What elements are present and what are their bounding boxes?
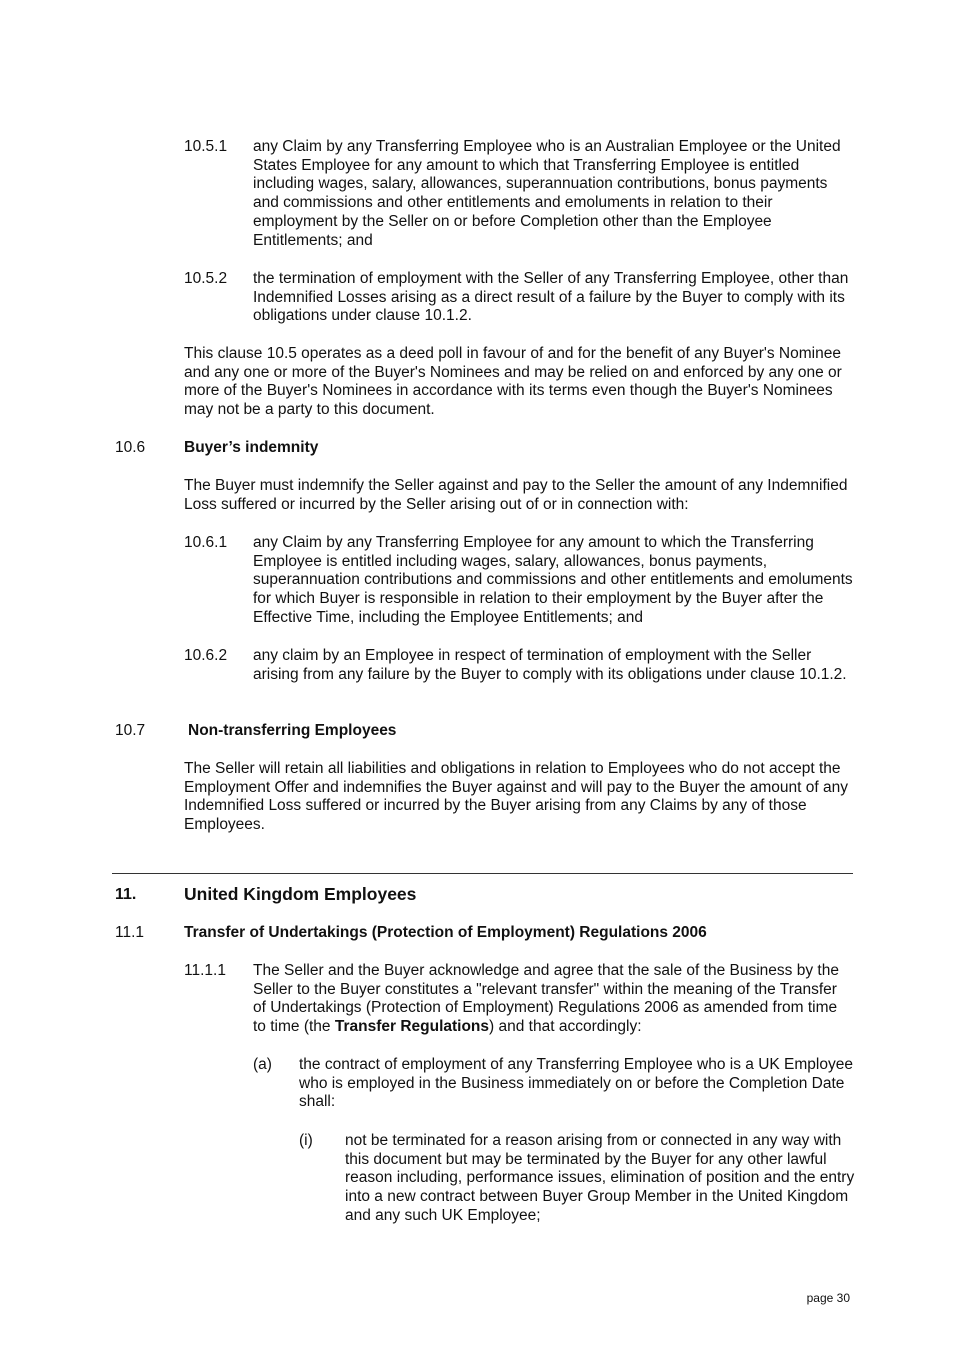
clause-text-before: The Seller and the Buyer acknowledge and agree that the sale of the Business by the Seller to the Buyer constitutes a "relevant transfer" within the meaning of the Transfer of Undertakings (Protection of Employment) Regulations 2006 as amended from time to time (the [253,962,839,1036]
clause-intro: The Buyer must indemnify the Seller against and pay to the Seller the amount of any Indemnified Loss suffered or incurred by the Seller arising out of or in connection with: [184,477,848,513]
clause-text: any Claim by any Transferring Employee who is an Australian Employee or the United States Employee for any amount to which that Transferring Employee is entitled including wages, salary, allowances, superannuation contributions, bonus payments and commissions and other entitlements and emoluments in relation to their employment by the Seller on or before Completion other than the Employee Entitlements; and [253,138,841,249]
section-heading: United Kingdom Employees [184,884,417,904]
clause-text: any Claim by any Transferring Employee for any amount to which the Transferring Employee is entitled including wages, salary, allowances, bonus payments, superannuation contributions and commissions and other entitlements and emoluments for which Buyer is responsible in relation to their employment by the Buyer after the Effective Time, including the Employee Entitlements; and [253,534,853,626]
clause-number: 10.5.1 [184,138,228,155]
subclause-label: (a) [253,1056,272,1073]
clause-number: 10.6.2 [184,647,228,664]
clause-text [253,962,853,1037]
clause-number: 10.6.1 [184,534,228,551]
page-number: page 30 [806,1291,850,1305]
clause-text: any claim by an Employee in respect of termination of employment with the Seller arising from any failure by the Buyer to comply with its obligations under clause 10.1.2. [253,647,847,683]
subclause-label: (i) [299,1132,313,1149]
clause-number: 11.1 [115,924,145,941]
defined-term: Transfer Regulations [334,1018,490,1036]
clause-text: the termination of employment with the Seller of any Transferring Employee, other than Indemnified Losses arising as a direct result of a failure by the Buyer to comply with its obligations under clause 10.1.2. [253,270,849,325]
clause-paragraph: The Seller will retain all liabilities and obligations in relation to Employees who do not accept the Employment Offer and indemnifies the Buyer against and will pay to the Buyer the amount of any Indemnified Loss suffered or incurred by the Buyer arising from any Claims by any of those Employees. [184,760,849,834]
clause-number: 10.5.2 [184,270,228,287]
clause-number: 10.7 [115,722,146,739]
subclause-text: the contract of employment of any Transferring Employee who is a UK Employee who is employed in the Business immediately on or before the Completion Date shall: [299,1056,853,1111]
clause-number: 10.6 [115,439,146,456]
clause-heading: Buyer’s indemnity [184,439,319,456]
section-number: 11. [115,886,137,903]
clause-number: 11.1.1 [184,962,226,979]
clause-heading: Transfer of Undertakings (Protection of Employment) Regulations 2006 [184,924,707,941]
deed-poll-paragraph: This clause 10.5 operates as a deed poll in favour of and for the benefit of any Buyer's Nominee and any one or more of the Buyer's Nominees and may be relied on and enforced by any one or more of the Buyer's Nominees in accordance with its terms even though the Buyer's Nominees may not be a party to this document. [184,345,842,419]
clause-text-after: ) and that accordingly: [489,1018,642,1036]
clause-heading: Non-transferring Employees [188,722,397,739]
subclause-text: not be terminated for a reason arising from or connected in any way with this document but may be terminated by the Buyer for any other lawful reason including, performance issues, elimination of position and the entry into a new contract between Buyer Group Member in the United Kingdom and any such UK Employee; [345,1132,855,1224]
section-divider [112,873,853,874]
